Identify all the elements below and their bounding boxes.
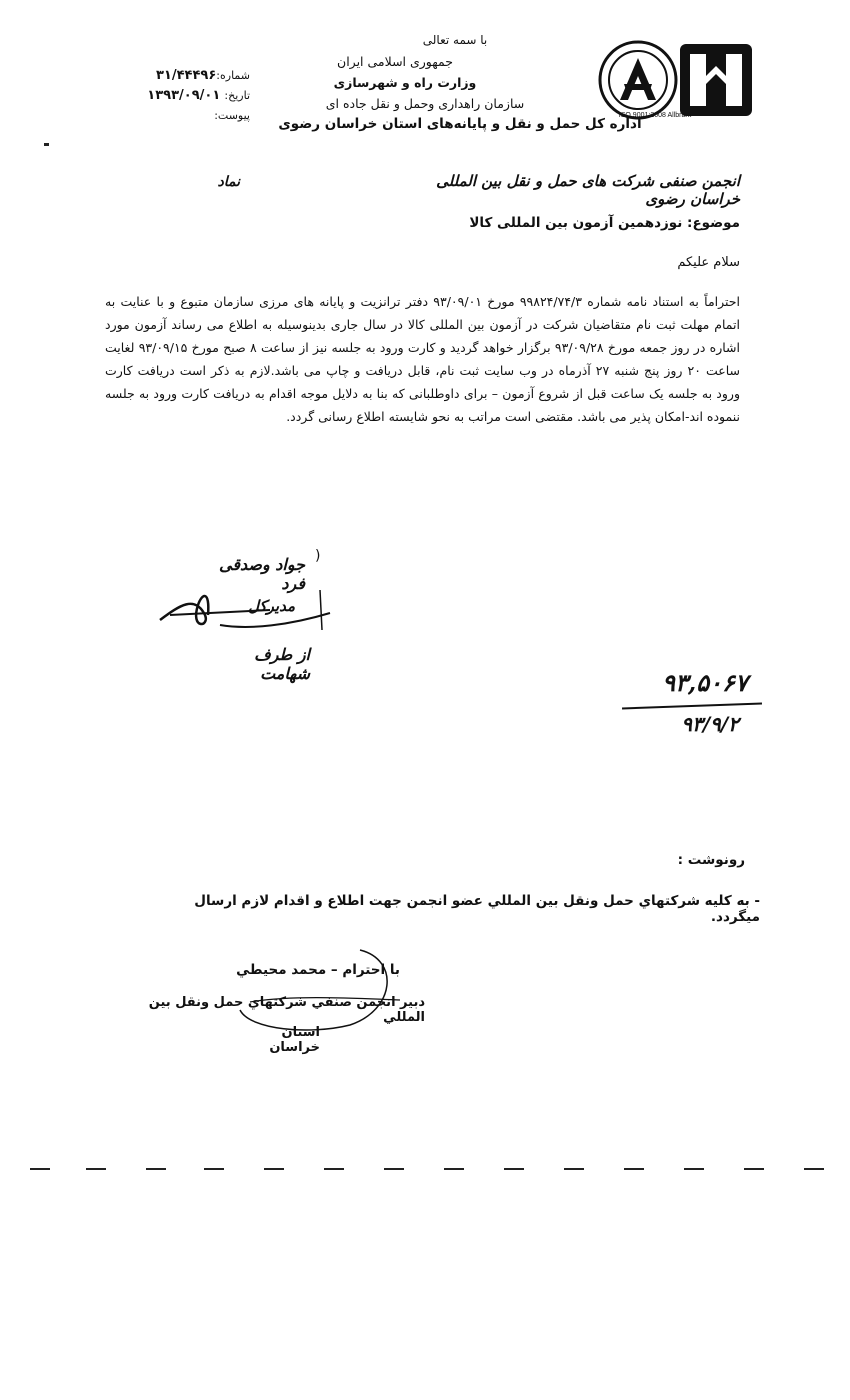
paren-mark-icon: ) — [315, 548, 321, 564]
closing-name: محمد محيطي — [236, 962, 327, 978]
scan-dash — [744, 1168, 764, 1170]
republic-name: جمهوری اسلامی ایران — [337, 54, 453, 69]
subject-text: نوزدهمین آزمون بین المللی کالا — [469, 215, 683, 231]
ministry-name: وزارت راه و شهرسازی — [333, 75, 477, 90]
date-label: تاریخ: — [224, 89, 250, 102]
subject-label: موضوع: — [687, 215, 740, 231]
registration-number: ۹۳,۵۰۶۷ — [662, 668, 748, 697]
copy-line: - به كليه شركتهاي حمل ونقل بين المللي عضو انجمن جهت اطلاع و اقدام لازم ارسال ميگردد. — [194, 893, 760, 925]
scan-dash — [624, 1168, 644, 1170]
scan-dash — [30, 1168, 50, 1170]
scan-dash — [146, 1168, 166, 1170]
letter-meta — [100, 66, 250, 126]
scan-dash — [504, 1168, 524, 1170]
scan-dash — [86, 1168, 106, 1170]
scan-dash — [264, 1168, 284, 1170]
basmala: با سمه تعالی — [422, 33, 488, 47]
scan-dash — [564, 1168, 584, 1170]
scan-dash — [204, 1168, 224, 1170]
recipient-name: انجمن صنفی شرکت های حمل و نقل بین المللی خراسان رضوی — [436, 172, 740, 208]
scan-dash — [324, 1168, 344, 1170]
letterhead — [250, 30, 642, 135]
date-value: ۱۳۹۳/۰۹/۰۱ — [147, 88, 221, 103]
body-paragraph: احتراماً به استناد نامه شماره ۹۹۸۲۴/۷۴/۳ مورخ ۹۳/۰۹/۰۱ دفتر ترانزیت و پایانه های مرزی سازمان متبوع و با عنایت به اتمام مهلت ثبت نام متقاضیان شرکت در آزمون بین المللی کالا در سال جاری بدینوسیله به اطلاع می رساند آزمون مورد اشاره در روز جمعه مورخ ۹۳/۰۹/۲۸ برگزار خواهد گردید و کارت ورود به جلسه نیز از ساعت ۸ صبح مورخ ۹۳/۰۹/۱۵ لغایت ساعت ۲۰ روز پنج شنبه ۲۷ آذرماه در وب سایت ثبت نام، قابل دریافت و چاپ می باشد.لازم به ذکر است دریافت کارت ورود به جلسه یک ساعت قبل از شروع آزمون – برای داوطلبانی که بنا به دلایل موجه اقدام به دریافت کارت ورود به جلسه ننموده اند-امکان پذیر می باشد. مقتضی است مراتب به نحو شایسته اطلاع رسانی گردد. — [105, 294, 741, 424]
letter-date-row — [100, 86, 250, 106]
closing-position: دبير انجمن صنفي شركتهاي حمل ونقل بين المللي — [148, 995, 425, 1025]
scan-dash — [384, 1168, 404, 1170]
scan-dash — [444, 1168, 464, 1170]
scan-dash — [804, 1168, 824, 1170]
scan-dash — [684, 1168, 704, 1170]
closing-regards: با احترام — [342, 962, 400, 978]
registration-underline — [622, 703, 762, 710]
recipient-stamp: نماد — [217, 174, 240, 190]
copy-label: رونوشت : — [677, 852, 745, 868]
subject-line — [440, 215, 740, 231]
signer-on-behalf: از طرف شهامت — [254, 645, 310, 683]
scan-dot — [44, 143, 49, 146]
closing-regards-row: با احترام – محمد محيطي — [236, 962, 400, 978]
organization-name: سازمان راهداری وحمل و نقل جاده ای — [325, 96, 525, 111]
greeting: سلام علیکم — [677, 255, 740, 270]
number-value: ۳۱/۴۴۴۹۶ — [155, 68, 217, 83]
logo-ring-text: ISO 9001:2008 Allbrant — [618, 112, 692, 119]
signer-name: جواد وصدقی فرد — [219, 555, 305, 593]
department-name: اداره کل حمل و نقل و پایانه‌های استان خراسان رضوی — [278, 116, 642, 132]
signer-title: مدیرکل — [248, 597, 295, 615]
attachment-row — [100, 106, 250, 126]
closing-province: استان خراسان — [269, 1025, 320, 1055]
letter-number-row — [100, 66, 250, 86]
number-label: شماره: — [216, 69, 250, 82]
attachment-label: پیوست: — [214, 109, 250, 122]
registration-date: ۹۳/۹/۲ — [681, 712, 739, 736]
